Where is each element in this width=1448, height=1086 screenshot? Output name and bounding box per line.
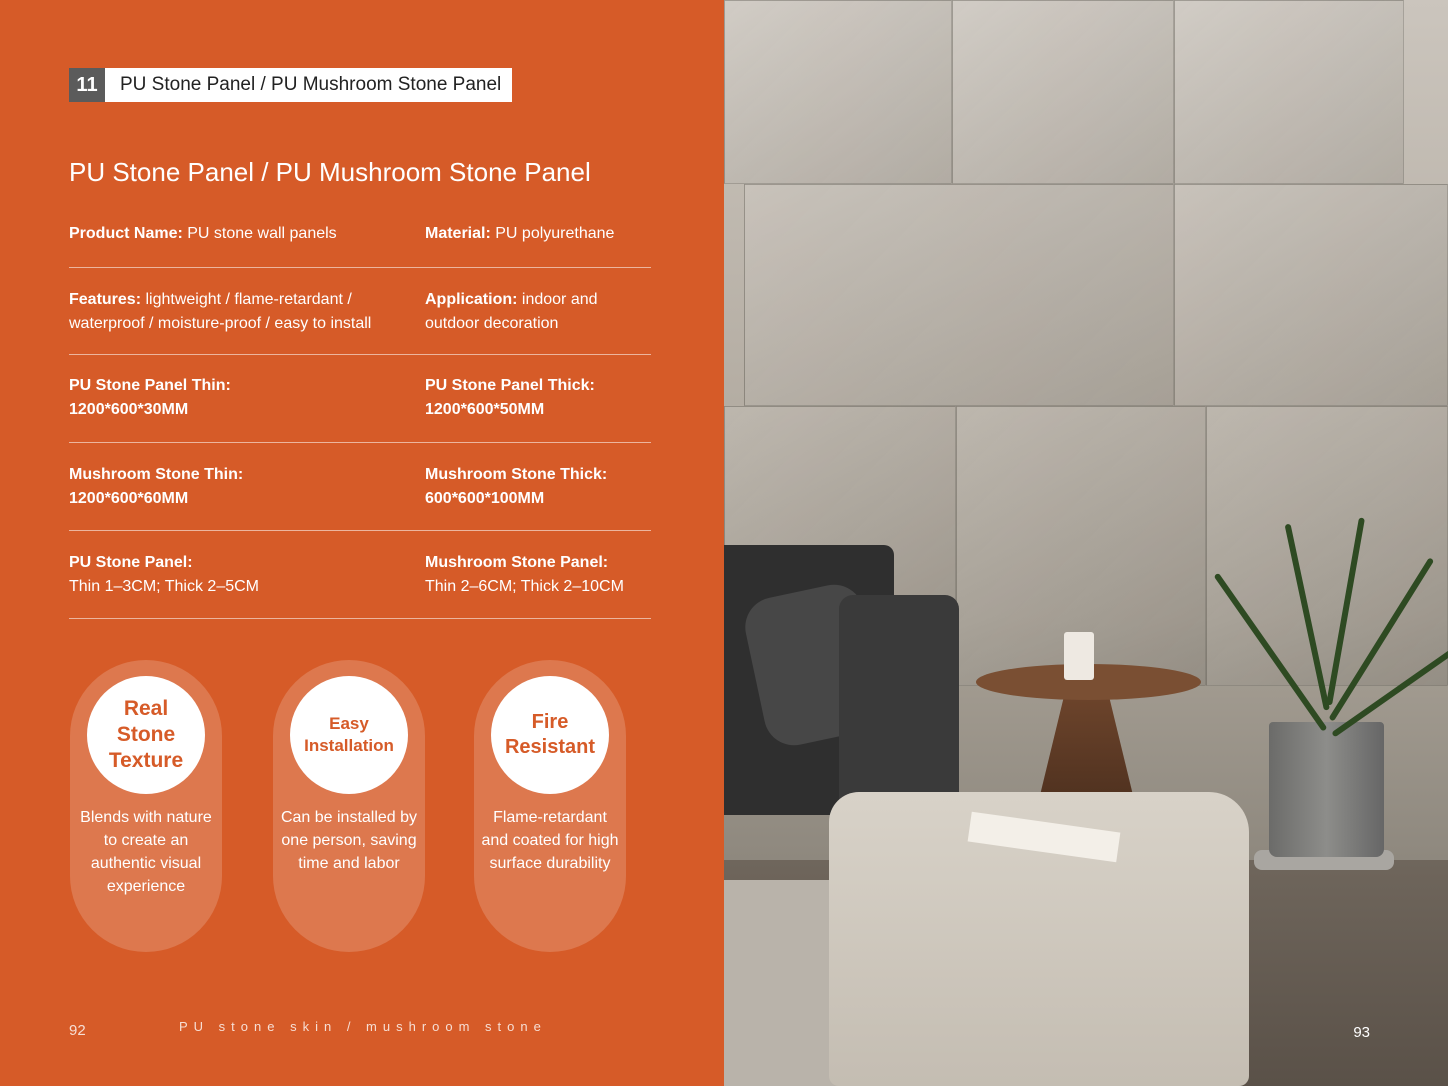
feature-easy-install — [273, 660, 425, 952]
spec-label: Application: — [425, 291, 518, 308]
divider — [69, 442, 651, 443]
stone-slab — [1206, 406, 1448, 686]
spec-value: indoor and outdoor decoration — [425, 291, 598, 332]
spec-label: Mushroom Stone Thick: — [425, 466, 608, 483]
spec-value: PU stone wall panels — [187, 225, 337, 242]
feature-desc: Can be installed by one person, saving time and labor — [280, 809, 418, 872]
stone-slab — [724, 0, 952, 184]
spec-label: PU Stone Panel Thin: — [69, 377, 231, 394]
spec-label: Product Name: — [69, 225, 183, 242]
feature-desc: Blends with nature to create an authentic visual experience — [80, 809, 212, 895]
spec-row — [69, 551, 651, 601]
spec-features — [69, 288, 409, 336]
spec-row — [69, 288, 651, 338]
spec-value: 600*600*100MM — [425, 490, 545, 507]
spec-label: Material: — [425, 225, 491, 242]
stone-slab — [1174, 0, 1404, 184]
spec-product-name — [69, 222, 409, 246]
page-number-left: 92 — [69, 1022, 86, 1039]
section-number: 11 — [69, 68, 105, 102]
spec-pu-range — [69, 551, 409, 599]
spec-value: lightweight / flame-retardant / waterproof / moisture-proof / easy to install — [69, 291, 372, 332]
candle — [1064, 632, 1094, 680]
feature-title: Fire Resistant — [491, 676, 609, 794]
spec-value: PU polyurethane — [495, 225, 615, 242]
spec-label: Mushroom Stone Panel: — [425, 554, 609, 571]
divider — [69, 618, 651, 619]
spec-row — [69, 463, 651, 513]
divider — [69, 267, 651, 268]
plant-pot — [1269, 722, 1384, 857]
spec-pu-thick — [425, 374, 651, 422]
sofa-arm — [839, 595, 959, 820]
spec-label: Mushroom Stone Thin: — [69, 466, 244, 483]
spec-row — [69, 222, 651, 248]
spec-mushroom-thin — [69, 463, 409, 511]
spec-value: 1200*600*50MM — [425, 401, 545, 418]
spec-material — [425, 222, 651, 246]
feature-title: Easy Installation — [290, 676, 408, 794]
spec-value: Thin 2–6CM; Thick 2–10CM — [425, 578, 624, 595]
spec-row — [69, 374, 651, 424]
spec-mushroom-range — [425, 551, 651, 599]
section-tag — [69, 68, 512, 102]
divider — [69, 354, 651, 355]
spec-application — [425, 288, 651, 336]
spec-pu-thin — [69, 374, 409, 422]
stone-slab — [744, 184, 1174, 406]
spec-label: PU Stone Panel: — [69, 554, 193, 571]
spec-value: 1200*600*60MM — [69, 490, 189, 507]
section-title: PU Stone Panel / PU Mushroom Stone Panel — [105, 68, 512, 102]
feature-title: Real Stone Texture — [87, 676, 205, 794]
page-number-right: 93 — [1353, 1024, 1370, 1041]
spec-value: 1200*600*30MM — [69, 401, 189, 418]
spec-label: PU Stone Panel Thick: — [425, 377, 595, 394]
feature-fire-resistant — [474, 660, 626, 952]
stone-slab — [1174, 184, 1448, 406]
feature-desc: Flame-retardant and coated for high surface durability — [481, 809, 619, 872]
spec-mushroom-thick — [425, 463, 651, 511]
page-title: PU Stone Panel / PU Mushroom Stone Panel — [69, 157, 591, 187]
footer-caption: PU stone skin / mushroom stone — [179, 1019, 547, 1034]
stone-slab — [952, 0, 1174, 184]
feature-real-stone — [70, 660, 222, 952]
spec-value: Thin 1–3CM; Thick 2–5CM — [69, 578, 259, 595]
interior-photo — [724, 0, 1448, 1086]
spec-label: Features: — [69, 291, 142, 308]
divider — [69, 530, 651, 531]
